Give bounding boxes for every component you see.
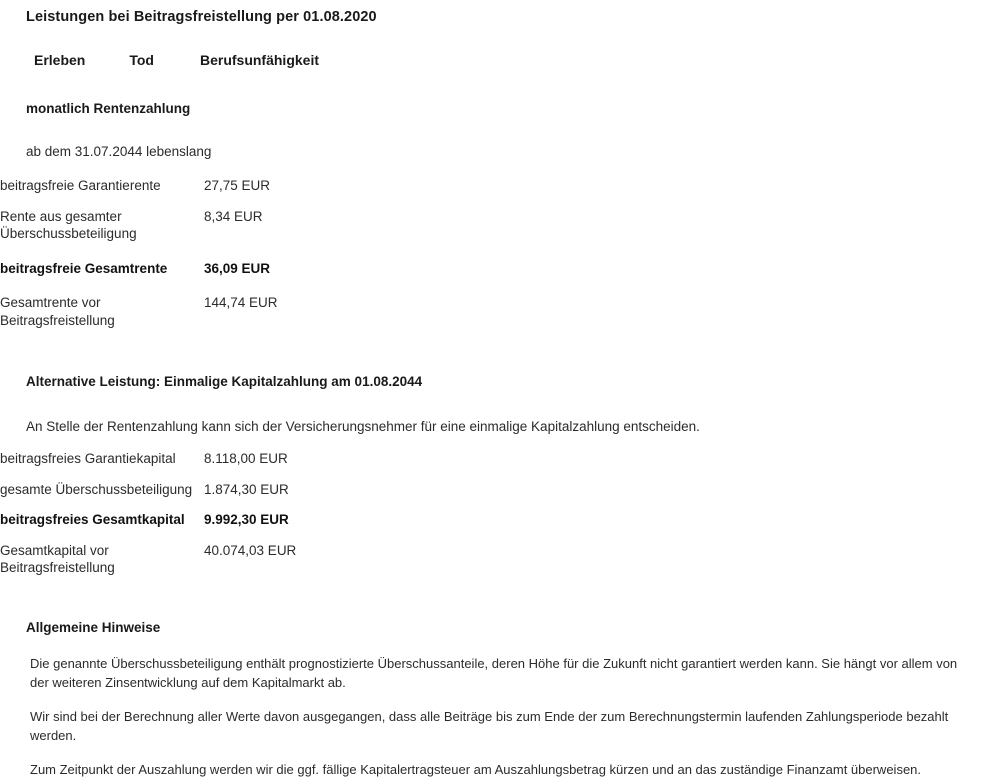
row-value: 1.874,30 EUR <box>204 481 296 512</box>
row-label: beitragsfreie Gesamtrente <box>0 256 204 291</box>
table-row <box>0 481 296 512</box>
row-label: gesamte Überschussbeteiligung <box>0 481 204 512</box>
table-row <box>0 542 296 590</box>
table-row <box>0 177 278 208</box>
table-row <box>0 290 278 342</box>
row-value: 8,34 EUR <box>204 208 278 256</box>
row-label: beitragsfreies Gesamtkapital <box>0 511 204 542</box>
tab-berufsunfaehigkeit[interactable]: Berufsunfähigkeit <box>200 50 319 70</box>
row-value: 8.118,00 EUR <box>204 450 296 481</box>
table-row-total <box>0 256 278 291</box>
pension-section-heading: monatlich Rentenzahlung <box>0 99 1000 119</box>
row-label: beitragsfreie Garantierente <box>0 177 204 208</box>
capital-intro-text: An Stelle der Rentenzahlung kann sich der Versicherungsnehmer für eine einmalige Kapitalzahlung entscheiden. <box>0 417 1000 436</box>
note-paragraph: Die genannte Überschussbeteiligung enthält prognostizierte Überschussanteile, deren Höhe für die Zukunft nicht garantiert werden kann. Sie hängt vor allem von der weiteren Zinsentwicklung auf dem Kapitalmarkt ab. <box>30 654 978 693</box>
capital-values-table <box>0 450 296 590</box>
row-value: 27,75 EUR <box>204 177 278 208</box>
table-row <box>0 208 278 256</box>
row-value: 144,74 EUR <box>204 290 278 342</box>
row-value: 9.992,30 EUR <box>204 511 296 542</box>
notes-body <box>0 654 1000 779</box>
capital-section-heading: Alternative Leistung: Einmalige Kapitalzahlung am 01.08.2044 <box>0 372 1000 392</box>
note-paragraph: Wir sind bei der Berechnung aller Werte davon ausgegangen, dass alle Beiträge bis zum Ende der zum Berechnungstermin laufenden Zahlungsperiode bezahlt werden. <box>30 707 978 746</box>
note-paragraph: Zum Zeitpunkt der Auszahlung werden wir die ggf. fällige Kapitalertragsteuer am Auszahlungsbetrag kürzen und an das zuständige Finanzamt überweisen. <box>30 760 978 779</box>
tab-erleben[interactable]: Erleben <box>34 50 85 70</box>
row-value: 36,09 EUR <box>204 256 278 291</box>
row-label: Rente aus gesamter Überschussbeteiligung <box>0 208 204 256</box>
notes-section-heading: Allgemeine Hinweise <box>0 618 1000 638</box>
row-label: Gesamtrente vor Beitragsfreistellung <box>0 290 204 342</box>
pension-values-table <box>0 177 278 342</box>
page-title: Leistungen bei Beitragsfreistellung per 01.08.2020 <box>0 0 1000 28</box>
row-label: Gesamtkapital vor Beitragsfreistellung <box>0 542 204 590</box>
pension-period-text: ab dem 31.07.2044 lebenslang <box>0 142 1000 161</box>
row-label: beitragsfreies Garantiekapital <box>0 450 204 481</box>
tab-tod[interactable]: Tod <box>129 50 154 70</box>
table-row-total <box>0 511 296 542</box>
tab-bar <box>0 28 1000 70</box>
row-value: 40.074,03 EUR <box>204 542 296 590</box>
table-row <box>0 450 296 481</box>
